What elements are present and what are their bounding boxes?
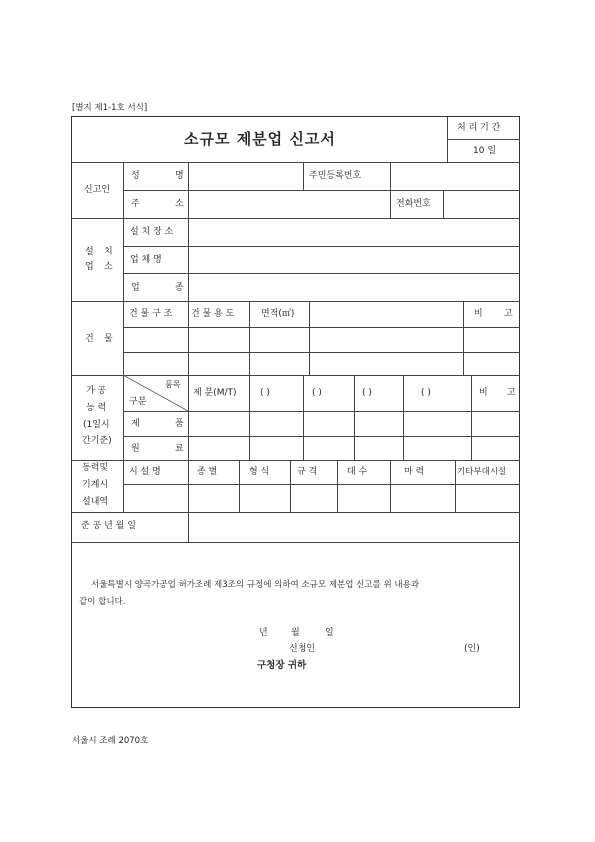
seal-label: (인) bbox=[464, 644, 480, 654]
processing-value: 10 일 bbox=[473, 146, 497, 156]
item-label: 품목 bbox=[165, 380, 181, 389]
equipment-section-label: 기계시 bbox=[82, 480, 109, 490]
row-divider bbox=[71, 301, 520, 302]
page-title: 소규모 제분업 신고서 bbox=[184, 130, 336, 148]
remark-label-2: 고 bbox=[504, 309, 513, 319]
facility-name-header: 시 설 명 bbox=[129, 467, 161, 477]
col-divider bbox=[290, 460, 291, 512]
kind-header: 종 별 bbox=[197, 467, 218, 477]
paren-slot: ( ) bbox=[421, 388, 431, 398]
address-label-2: 소 bbox=[175, 199, 184, 209]
col-divider bbox=[390, 460, 391, 512]
row-divider bbox=[71, 542, 520, 543]
form-tag: [별지 제1-1호 서식] bbox=[72, 103, 148, 113]
area-label: 면적(㎡) bbox=[261, 309, 295, 319]
remark-label: 비 bbox=[474, 309, 483, 319]
row-divider bbox=[447, 139, 520, 140]
paren-slot: ( ) bbox=[260, 388, 270, 398]
product-label-2: 품 bbox=[175, 419, 184, 429]
equipment-section-label: 설내역 bbox=[82, 497, 109, 507]
capacity-section-label: 능 력 bbox=[86, 403, 107, 413]
row-divider bbox=[123, 273, 520, 274]
completion-date-label: 준 공 년 월 일 bbox=[81, 521, 136, 531]
product-label: 제 bbox=[131, 419, 140, 429]
row-divider bbox=[123, 352, 520, 353]
col-divider bbox=[463, 301, 464, 375]
company-label: 업 체 명 bbox=[130, 255, 162, 265]
col-divider bbox=[390, 162, 391, 218]
col-divider bbox=[303, 162, 304, 190]
paren-slot: ( ) bbox=[362, 388, 372, 398]
business-type-label-2: 종 bbox=[175, 283, 184, 293]
capacity-section-label: 간기준) bbox=[82, 436, 112, 446]
col-divider bbox=[188, 162, 189, 542]
name-label-2: 명 bbox=[175, 171, 184, 181]
capacity-section-label: (1일시 bbox=[83, 420, 110, 430]
spec-header: 규 격 bbox=[297, 467, 318, 477]
row-divider bbox=[123, 190, 520, 191]
row-divider bbox=[123, 411, 520, 412]
col-divider bbox=[239, 460, 240, 512]
building-section-label: 건 bbox=[85, 334, 94, 344]
building-section-label-2: 물 bbox=[104, 334, 113, 344]
raw-material-label: 원 bbox=[131, 444, 140, 454]
business-type-label: 업 bbox=[131, 283, 140, 293]
division-label: 구분 bbox=[129, 397, 147, 407]
col-divider bbox=[303, 375, 304, 460]
other-facility-header: 기타부대시설 bbox=[457, 467, 507, 477]
col-divider bbox=[123, 162, 124, 512]
location-label: 설 치 장 소 bbox=[130, 227, 174, 237]
col-divider bbox=[443, 190, 444, 218]
rrn-label: 주민등록번호 bbox=[309, 171, 362, 181]
applicant-label: 신청인 bbox=[289, 644, 316, 654]
col-divider bbox=[455, 460, 456, 512]
row-divider bbox=[71, 162, 520, 163]
milling-label: 제 분(M/T) bbox=[193, 388, 237, 398]
capacity-section-label: 가 공 bbox=[86, 386, 107, 396]
row-divider bbox=[123, 484, 520, 485]
col-divider bbox=[249, 375, 250, 460]
col-divider bbox=[354, 375, 355, 460]
col-divider bbox=[447, 116, 448, 162]
statement-line-2: 같이 합니다. bbox=[79, 597, 126, 607]
row-divider bbox=[71, 460, 520, 461]
row-divider bbox=[123, 327, 520, 328]
structure-label: 건 물 구 조 bbox=[129, 309, 173, 319]
date-day: 일 bbox=[325, 628, 334, 638]
col-divider bbox=[337, 460, 338, 512]
addressee: 구청장 귀하 bbox=[257, 660, 307, 671]
row-divider bbox=[123, 436, 520, 437]
horsepower-header: 마 력 bbox=[404, 467, 425, 477]
row-divider bbox=[71, 218, 520, 219]
equipment-section-label: 동력및 bbox=[82, 463, 109, 473]
statement-line-1: 서울특별시 양곡가공업 허가조례 제3조의 규정에 의하여 소규모 제분업 신고를 위 내용과 bbox=[91, 580, 420, 590]
col-divider bbox=[471, 375, 472, 460]
facility-section-label: 소 bbox=[104, 262, 113, 272]
raw-material-label-2: 료 bbox=[175, 444, 184, 454]
phone-label: 전화번호 bbox=[396, 199, 431, 209]
paren-slot: ( ) bbox=[312, 388, 322, 398]
facility-section-label: 업 bbox=[85, 262, 94, 272]
count-header: 대 수 bbox=[347, 467, 368, 477]
form-header: 형 식 bbox=[249, 467, 270, 477]
address-label: 주 bbox=[131, 199, 140, 209]
col-divider bbox=[403, 375, 404, 460]
capacity-remark-label-2: 고 bbox=[507, 388, 516, 398]
use-label: 건 물 용 도 bbox=[191, 309, 235, 319]
name-label: 성 bbox=[131, 171, 140, 181]
capacity-remark-label: 비 bbox=[479, 388, 488, 398]
row-divider bbox=[123, 246, 520, 247]
col-divider bbox=[249, 301, 250, 375]
facility-section-label: 설 bbox=[85, 247, 94, 257]
row-divider bbox=[71, 512, 520, 513]
date-month: 월 bbox=[291, 628, 300, 638]
processing-label: 처 리 기 간 bbox=[457, 123, 501, 133]
date-year: 년 bbox=[259, 628, 268, 638]
reporter-section-label: 신고인 bbox=[84, 185, 111, 195]
col-divider bbox=[309, 301, 310, 375]
facility-section-label: 치 bbox=[104, 247, 113, 257]
footer-ordinance: 서울시 조례 2070호 bbox=[72, 736, 149, 746]
